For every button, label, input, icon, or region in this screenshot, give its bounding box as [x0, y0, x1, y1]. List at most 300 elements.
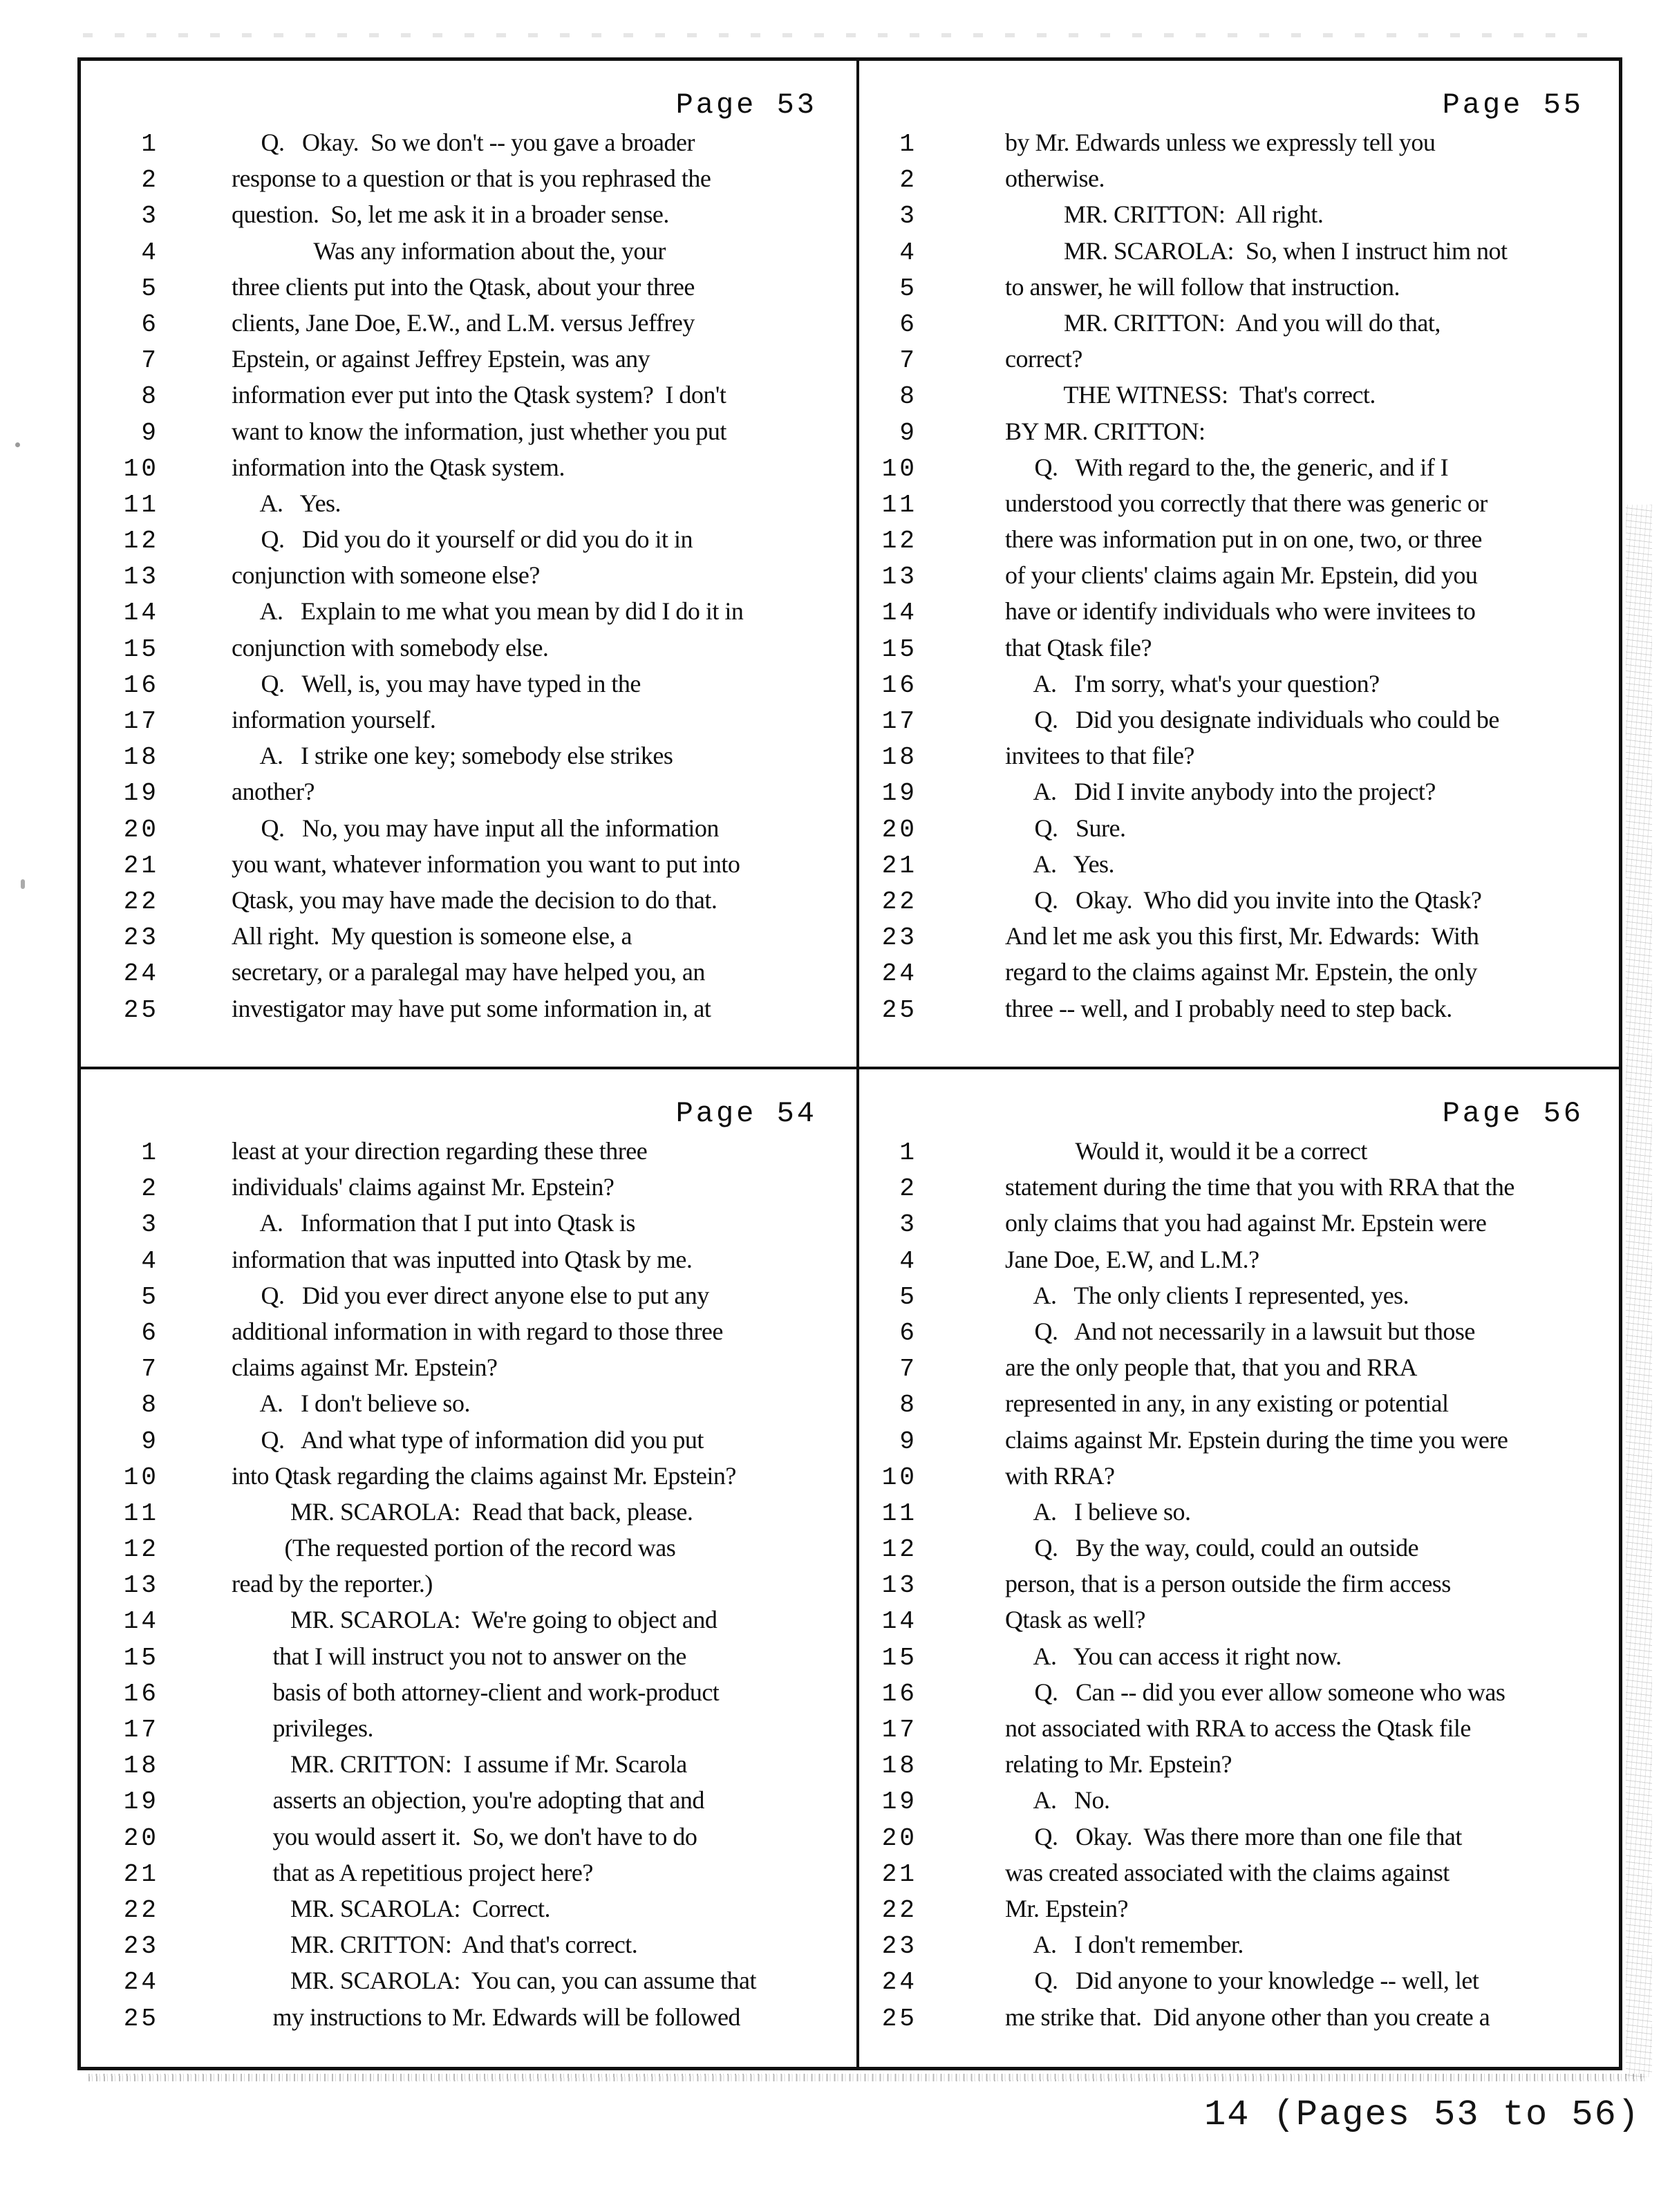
transcript-line — [859, 1530, 1622, 1566]
transcript-line — [859, 1999, 1622, 2035]
line-number: 5 — [141, 1282, 159, 1311]
line-number: 17 — [123, 707, 159, 735]
line-number: 17 — [123, 1716, 159, 1744]
line-number: 8 — [141, 382, 159, 411]
transcript-line — [859, 846, 1622, 882]
transcript-line — [859, 160, 1622, 196]
line-number: 18 — [881, 743, 917, 772]
line-number: 6 — [899, 1318, 917, 1347]
transcript-line-text: A. I strike one key; somebody else strikes — [232, 742, 673, 770]
transcript-line — [77, 377, 856, 413]
line-number: 16 — [123, 1679, 159, 1708]
transcript-line — [77, 1205, 856, 1241]
transcript-line — [859, 810, 1622, 846]
transcript-line-text: A. I don't believe so. — [232, 1389, 470, 1418]
transcript-line-text: person, that is a person outside the firm access — [1005, 1570, 1451, 1598]
line-number: 8 — [141, 1391, 159, 1420]
line-number: 4 — [141, 238, 159, 267]
transcript-line-text: three clients put into the Qtask, about your three — [232, 272, 695, 301]
line-number: 9 — [899, 1427, 917, 1456]
transcript-line — [77, 1385, 856, 1421]
transcript-line — [77, 810, 856, 846]
transcript-lines — [77, 1133, 856, 2035]
transcript-line — [77, 521, 856, 557]
transcript-line — [859, 557, 1622, 593]
line-number: 7 — [899, 346, 917, 375]
transcript-line — [859, 1602, 1622, 1638]
line-number: 11 — [881, 1499, 917, 1528]
line-number: 9 — [141, 418, 159, 447]
transcript-line-text: not associated with RRA to access the Qtask file — [1005, 1714, 1471, 1742]
transcript-line-text: Was any information about the, your — [232, 236, 666, 265]
transcript-line — [77, 1530, 856, 1566]
transcript-line — [859, 1962, 1622, 1998]
scan-artifact — [83, 33, 1604, 37]
line-number: 20 — [881, 1824, 917, 1853]
transcript-line-text: represented in any, in any existing or potential — [1005, 1389, 1449, 1418]
transcript-line — [859, 1891, 1622, 1927]
line-number: 15 — [881, 635, 917, 664]
transcript-line-text: clients, Jane Doe, E.W., and L.M. versus Jeffrey — [232, 308, 695, 337]
line-number: 10 — [881, 454, 917, 483]
transcript-line — [77, 1602, 856, 1638]
line-number: 3 — [141, 1210, 159, 1239]
transcript-line-text: Q. With regard to the, the generic, and if I — [1005, 453, 1449, 481]
transcript-line-text: A. You can access it right now. — [1005, 1642, 1342, 1670]
transcript-line-text: Q. Can -- did you ever allow someone who was — [1005, 1678, 1506, 1706]
transcript-line — [77, 1782, 856, 1818]
transcript-line — [77, 196, 856, 232]
transcript-line — [859, 991, 1622, 1027]
transcript-line — [77, 160, 856, 196]
line-number: 15 — [123, 1643, 159, 1672]
transcript-line-text: least at your direction regarding these three — [232, 1137, 648, 1165]
line-number: 6 — [141, 1318, 159, 1347]
transcript-line-text: read by the reporter.) — [232, 1570, 433, 1598]
transcript-line-text: claims against Mr. Epstein during the time you were — [1005, 1425, 1508, 1454]
transcript-line-text: you would assert it. So, we don't have to do — [232, 1822, 697, 1850]
transcript-line-text: privileges. — [232, 1714, 373, 1742]
transcript-line-text: Q. Well, is, you may have typed in the — [232, 669, 641, 697]
line-number: 24 — [881, 1968, 917, 1997]
transcript-line-text: are the only people that, that you and RRA — [1005, 1353, 1417, 1382]
transcript-line — [77, 1962, 856, 1998]
line-number: 2 — [141, 1174, 159, 1203]
line-number: 14 — [881, 1607, 917, 1636]
transcript-line-text: conjunction with someone else? — [232, 561, 540, 590]
transcript-line-text: that Qtask file? — [1005, 633, 1152, 662]
transcript-line — [859, 738, 1622, 774]
line-number: 6 — [141, 310, 159, 339]
transcript-line — [859, 305, 1622, 341]
line-number: 16 — [123, 671, 159, 700]
transcript-line — [859, 1819, 1622, 1855]
transcript-line-text: individuals' claims against Mr. Epstein? — [232, 1173, 615, 1201]
transcript-line — [77, 666, 856, 702]
line-number: 20 — [123, 1824, 159, 1853]
transcript-line — [77, 1710, 856, 1746]
line-number: 21 — [123, 1859, 159, 1888]
transcript-line — [77, 1746, 856, 1782]
transcript-line-text: only claims that you had against Mr. Epstein were — [1005, 1209, 1487, 1237]
transcript-line-text: want to know the information, just whether you put — [232, 417, 726, 445]
transcript-line — [859, 1674, 1622, 1710]
transcript-line — [77, 449, 856, 485]
transcript-line-text: three -- well, and I probably need to step back. — [1005, 994, 1452, 1022]
transcript-line-text: A. I believe so. — [1005, 1497, 1191, 1526]
transcript-line-text: by Mr. Edwards unless we expressly tell you — [1005, 129, 1436, 156]
transcript-line-text: Q. And what type of information did you put — [232, 1425, 704, 1454]
line-number: 3 — [899, 1210, 917, 1239]
line-number: 4 — [899, 1246, 917, 1275]
transcript-line-text: Q. No, you may have input all the information — [232, 814, 719, 842]
transcript-line-text: A. The only clients I represented, yes. — [1005, 1281, 1409, 1309]
line-number: 19 — [881, 779, 917, 808]
transcript-line-text: information yourself. — [232, 706, 436, 733]
transcript-line — [859, 196, 1622, 232]
transcript-line-text: me strike that. Did anyone other than you create a — [1005, 2003, 1490, 2031]
line-number: 11 — [123, 1499, 159, 1528]
line-number: 19 — [123, 779, 159, 808]
line-number: 4 — [141, 1246, 159, 1275]
transcript-line — [77, 630, 856, 666]
line-number: 16 — [881, 1679, 917, 1708]
transcript-line — [859, 702, 1622, 738]
transcript-line — [77, 1133, 856, 1169]
line-number: 7 — [141, 1355, 159, 1384]
line-number: 3 — [899, 202, 917, 231]
line-number: 13 — [123, 563, 159, 592]
scan-artifact — [1626, 505, 1652, 2077]
transcript-line — [77, 1422, 856, 1458]
line-number: 3 — [141, 202, 159, 231]
transcript-line — [859, 774, 1622, 809]
transcript-line — [77, 1241, 856, 1277]
transcript-line-text: investigator may have put some information in, at — [232, 994, 711, 1022]
transcript-line-text: information that was inputted into Qtask by me. — [232, 1245, 693, 1273]
line-number: 13 — [881, 563, 917, 592]
transcript-line-text: MR. SCAROLA: We're going to object and — [232, 1606, 717, 1634]
transcript-line-text: Qtask, you may have made the decision to do that. — [232, 885, 717, 914]
transcript-line — [859, 1855, 1622, 1891]
transcript-line — [77, 1855, 856, 1891]
transcript-line-text: All right. My question is someone else, a — [232, 922, 632, 950]
transcript-line — [859, 1133, 1622, 1169]
transcript-line-text: Q. And not necessarily in a lawsuit but those — [1005, 1317, 1475, 1345]
transcript-line-text: A. No. — [1005, 1786, 1110, 1815]
line-number: 1 — [141, 130, 159, 158]
line-number: 22 — [881, 887, 917, 916]
page-number-heading: Page 55 — [1442, 88, 1584, 122]
transcript-line — [859, 1927, 1622, 1962]
transcript-line — [77, 1927, 856, 1962]
line-number: 22 — [881, 1895, 917, 1924]
line-number: 11 — [123, 490, 159, 519]
transcript-line — [859, 918, 1622, 954]
line-number: 25 — [881, 995, 917, 1024]
transcript-line-text: conjunction with somebody else. — [232, 633, 549, 662]
line-number: 17 — [881, 707, 917, 735]
transcript-line — [77, 1999, 856, 2035]
scan-artifact — [88, 2074, 1645, 2081]
transcript-line — [77, 1674, 856, 1710]
transcript-line — [77, 341, 856, 377]
transcript-line — [77, 1277, 856, 1313]
line-number: 10 — [123, 1463, 159, 1492]
scan-artifact — [21, 879, 25, 889]
transcript-line — [77, 485, 856, 521]
transcript-lines — [859, 124, 1622, 1027]
line-number: 23 — [881, 924, 917, 953]
line-number: 24 — [123, 959, 159, 988]
line-number: 16 — [881, 671, 917, 700]
line-number: 5 — [899, 274, 917, 303]
transcript-line — [859, 630, 1622, 666]
transcript-line — [859, 413, 1622, 449]
transcript-line-text: Would it, would it be a correct — [1005, 1137, 1367, 1165]
transcript-line-text: A. Explain to me what you mean by did I do it in — [232, 597, 744, 626]
transcript-line-text: A. Information that I put into Qtask is — [232, 1209, 635, 1237]
transcript-line — [859, 1710, 1622, 1746]
transcript-line-text: question. So, let me ask it in a broader sense. — [232, 200, 669, 229]
transcript-line-text: regard to the claims against Mr. Epstein, the only — [1005, 958, 1477, 986]
transcript-line — [77, 557, 856, 593]
line-number: 12 — [881, 1535, 917, 1564]
transcript-line — [77, 846, 856, 882]
line-number: 1 — [899, 130, 917, 158]
transcript-line — [859, 485, 1622, 521]
line-number: 6 — [899, 310, 917, 339]
transcript-line-text: MR. CRITTON: All right. — [1005, 200, 1324, 229]
transcript-line-text: invitees to that file? — [1005, 742, 1194, 770]
transcript-line-text: to answer, he will follow that instruction. — [1005, 272, 1400, 301]
transcript-line — [77, 305, 856, 341]
transcript-line-text: Q. Did anyone to your knowledge -- well, let — [1005, 1967, 1479, 1995]
line-number: 13 — [881, 1571, 917, 1600]
line-number: 20 — [881, 815, 917, 844]
line-number: 1 — [141, 1138, 159, 1167]
line-number: 7 — [141, 346, 159, 375]
transcript-line-text: (The requested portion of the record was — [232, 1534, 676, 1562]
transcript-line — [859, 1458, 1622, 1494]
transcript-line — [859, 1638, 1622, 1674]
transcript-line-text: Q. Sure. — [1005, 814, 1126, 842]
line-number: 23 — [881, 1932, 917, 1961]
page-quadrant-53 — [77, 61, 856, 1065]
transcript-line-text: asserts an objection, you're adopting that and — [232, 1786, 704, 1815]
line-number: 2 — [899, 166, 917, 195]
line-number: 14 — [881, 599, 917, 628]
transcript-line — [77, 1566, 856, 1602]
line-number: 9 — [899, 418, 917, 447]
line-number: 1 — [899, 1138, 917, 1167]
line-number: 7 — [899, 1355, 917, 1384]
transcript-line — [77, 774, 856, 809]
transcript-line-text: correct? — [1005, 345, 1082, 373]
line-number: 2 — [899, 1174, 917, 1203]
transcript-line-text: understood you correctly that there was generic or — [1005, 489, 1488, 517]
transcript-line-text: A. Did I invite anybody into the project? — [1005, 778, 1436, 806]
transcript-line-text: basis of both attorney-client and work-product — [232, 1678, 720, 1706]
line-number: 5 — [899, 1282, 917, 1311]
transcript-line — [859, 1422, 1622, 1458]
transcript-line — [77, 882, 856, 918]
transcript-line-text: Mr. Epstein? — [1005, 1894, 1128, 1922]
transcript-line-text: MR. SCAROLA: So, when I instruct him not — [1005, 236, 1508, 265]
transcript-line — [859, 233, 1622, 269]
transcript-line — [859, 1169, 1622, 1205]
transcript-line — [859, 269, 1622, 305]
transcript-line-text: was created associated with the claims against — [1005, 1858, 1450, 1886]
transcript-line-text: MR. CRITTON: And you will do that, — [1005, 308, 1441, 337]
line-number: 22 — [123, 887, 159, 916]
transcript-line — [77, 233, 856, 269]
transcript-line — [77, 1169, 856, 1205]
transcript-line-text: relating to Mr. Epstein? — [1005, 1750, 1232, 1779]
line-number: 25 — [123, 2004, 159, 2033]
transcript-line — [77, 918, 856, 954]
line-number: 10 — [881, 1463, 917, 1492]
transcript-line-text: have or identify individuals who were invitees to — [1005, 597, 1476, 626]
transcript-line — [77, 1638, 856, 1674]
transcript-line — [859, 521, 1622, 557]
transcript-line — [859, 1277, 1622, 1313]
transcript-line-text: Q. By the way, could, could an outside — [1005, 1534, 1419, 1562]
transcript-line-text: Q. Okay. So we don't -- you gave a broader — [232, 129, 695, 156]
line-number: 25 — [881, 2004, 917, 2033]
transcript-line — [77, 413, 856, 449]
transcript-line — [859, 124, 1622, 160]
transcript-line — [77, 991, 856, 1027]
transcript-line — [77, 954, 856, 990]
page-footer: 14 (Pages 53 to 56) — [1204, 2094, 1640, 2135]
transcript-line-text: Jane Doe, E.W, and L.M.? — [1005, 1245, 1259, 1273]
transcript-line-text: of your clients' claims again Mr. Epstein, did you — [1005, 561, 1478, 590]
transcript-line — [859, 1782, 1622, 1818]
transcript-line — [77, 124, 856, 160]
transcript-line — [859, 377, 1622, 413]
line-number: 4 — [899, 238, 917, 267]
transcript-line-text: that as A repetitious project here? — [232, 1858, 593, 1886]
line-number: 11 — [881, 490, 917, 519]
transcript-line — [77, 738, 856, 774]
transcript-line — [859, 1746, 1622, 1782]
transcript-line-text: Qtask as well? — [1005, 1606, 1145, 1634]
transcript-line — [859, 1241, 1622, 1277]
transcript-line-text: you want, whatever information you want to put into — [232, 850, 740, 878]
transcript-line-text: Q. Okay. Who did you invite into the Qtask? — [1005, 885, 1482, 914]
transcript-line-text: THE WITNESS: That's correct. — [1005, 381, 1376, 409]
line-number: 10 — [123, 454, 159, 483]
line-number: 8 — [899, 382, 917, 411]
line-number: 23 — [123, 924, 159, 953]
transcript-line-text: MR. SCAROLA: You can, you can assume that — [232, 1967, 756, 1995]
line-number: 15 — [881, 1643, 917, 1672]
transcript-line-text: information ever put into the Qtask system? I don't — [232, 381, 726, 409]
line-number: 23 — [123, 1932, 159, 1961]
transcript-line-text: another? — [232, 778, 315, 806]
line-number: 12 — [123, 1535, 159, 1564]
transcript-line — [77, 702, 856, 738]
transcript-line — [77, 1313, 856, 1349]
transcript-line-text: into Qtask regarding the claims against Mr. Epstein? — [232, 1461, 736, 1490]
line-number: 25 — [123, 995, 159, 1024]
line-number: 12 — [881, 527, 917, 556]
transcript-line-text: MR. SCAROLA: Correct. — [232, 1894, 550, 1922]
transcript-line-text: Q. Did you ever direct anyone else to put any — [232, 1281, 709, 1309]
line-number: 5 — [141, 274, 159, 303]
line-number: 13 — [123, 1571, 159, 1600]
transcript-line-text: MR. CRITTON: I assume if Mr. Scarola — [232, 1750, 687, 1779]
transcript-line — [859, 1385, 1622, 1421]
line-number: 17 — [881, 1716, 917, 1744]
transcript-line — [77, 1891, 856, 1927]
line-number: 12 — [123, 527, 159, 556]
transcript-line — [859, 954, 1622, 990]
transcript-line-text: Q. Did you do it yourself or did you do it in — [232, 525, 693, 554]
page-number-heading: Page 54 — [675, 1097, 817, 1130]
transcript-line-text: A. Yes. — [1005, 850, 1115, 878]
transcript-line-text: Q. Did you designate individuals who could be — [1005, 706, 1499, 733]
transcript-line — [859, 341, 1622, 377]
line-number: 18 — [123, 743, 159, 772]
transcript-line — [77, 1819, 856, 1855]
line-number: 18 — [123, 1752, 159, 1781]
line-number: 8 — [899, 1391, 917, 1420]
transcript-line-text: response to a question or that is you rephrased the — [232, 165, 711, 193]
transcript-line — [77, 593, 856, 629]
line-number: 14 — [123, 1607, 159, 1636]
transcript-line-text: MR. SCAROLA: Read that back, please. — [232, 1497, 693, 1526]
transcript-line-text: And let me ask you this first, Mr. Edwards: With — [1005, 922, 1479, 950]
transcript-line-text: that I will instruct you not to answer on the — [232, 1642, 686, 1670]
transcript-line — [859, 449, 1622, 485]
line-number: 20 — [123, 815, 159, 844]
transcript-line-text: Q. Okay. Was there more than one file that — [1005, 1822, 1462, 1850]
line-number: 9 — [141, 1427, 159, 1456]
transcript-lines — [859, 1133, 1622, 2035]
transcript-line-text: my instructions to Mr. Edwards will be followed — [232, 2003, 740, 2031]
page-number-heading: Page 56 — [1442, 1097, 1584, 1130]
line-number: 2 — [141, 166, 159, 195]
transcript-line-text: MR. CRITTON: And that's correct. — [232, 1931, 638, 1959]
scan-artifact — [15, 442, 20, 447]
transcript-line-text: A. I'm sorry, what's your question? — [1005, 669, 1380, 697]
line-number: 24 — [881, 959, 917, 988]
transcript-line — [859, 666, 1622, 702]
transcript-line-text: A. Yes. — [232, 489, 341, 517]
page-quadrant-54 — [77, 1069, 856, 2068]
transcript-line-text: otherwise. — [1005, 165, 1105, 193]
transcript-line — [859, 1494, 1622, 1530]
transcript-line — [859, 1349, 1622, 1385]
line-number: 14 — [123, 599, 159, 628]
transcript-line — [859, 1566, 1622, 1602]
transcript-line-text: statement during the time that you with RRA that the — [1005, 1173, 1514, 1201]
transcript-line — [859, 1205, 1622, 1241]
transcript-line-text: information into the Qtask system. — [232, 453, 565, 481]
line-number: 18 — [881, 1752, 917, 1781]
line-number: 21 — [881, 1859, 917, 1888]
line-number: 21 — [123, 851, 159, 880]
transcript-line — [859, 882, 1622, 918]
page-quadrant-56 — [859, 1069, 1622, 2068]
line-number: 19 — [881, 1788, 917, 1817]
transcript-line-text: additional information in with regard to those three — [232, 1317, 723, 1345]
transcript-line-text: secretary, or a paralegal may have helped you, an — [232, 958, 705, 986]
transcript-line — [77, 269, 856, 305]
line-number: 15 — [123, 635, 159, 664]
